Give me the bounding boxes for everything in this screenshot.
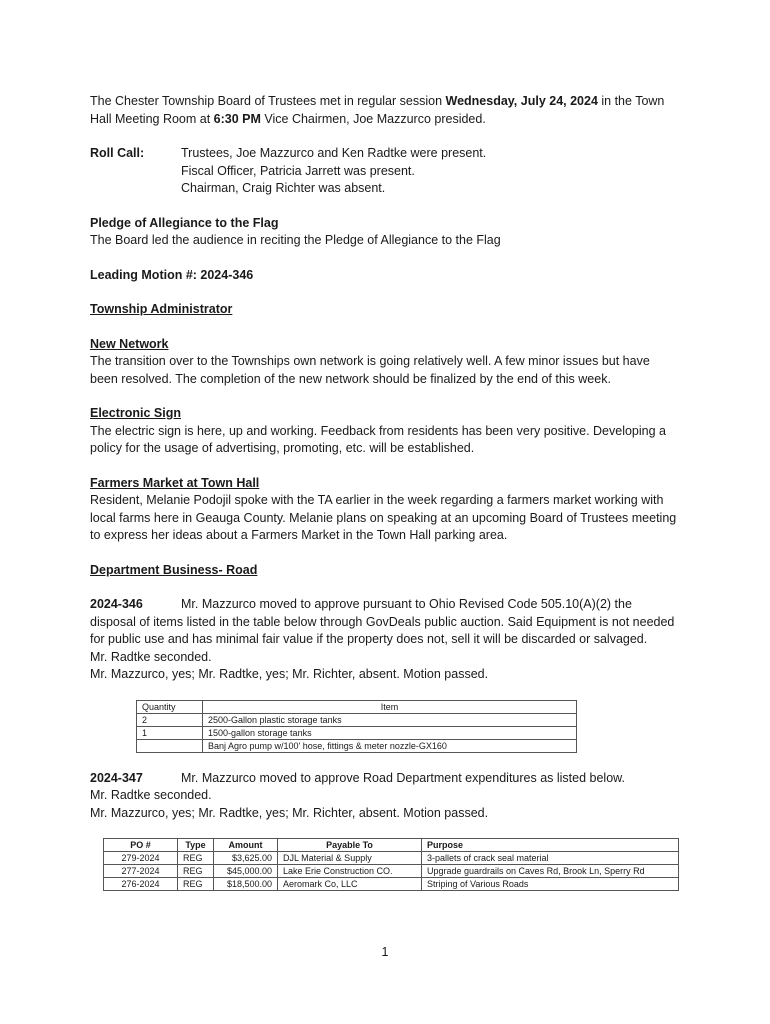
motion-346: [90, 596, 680, 649]
motion-347: [90, 770, 680, 788]
electronic-sign-heading: Electronic Sign: [90, 406, 181, 420]
exp-cell: Lake Erie Construction CO.: [278, 865, 422, 878]
exp-header-purpose: Purpose: [422, 839, 679, 852]
dept-road-heading: Department Business- Road: [90, 562, 258, 577]
motion-346-vote: Mr. Mazzurco, yes; Mr. Radtke, yes; Mr. Richter, absent. Motion passed.: [90, 667, 489, 681]
document-page: [90, 93, 680, 891]
roll-call: [90, 145, 680, 198]
motion-347-id: 2024-347: [90, 770, 143, 785]
expenditures-table: [103, 838, 679, 891]
leading-motion: Leading Motion #: 2024-346: [90, 267, 254, 282]
table-row: [104, 865, 679, 878]
farmers-market-text: Resident, Melanie Podojil spoke with the TA earlier in the week regarding a farmers market working with local farms here in Geauga County. Melanie plans on speaking at an upcoming Board of Trustees meeting to express her ideas about a Farmers Market in the Town Hall parking area.: [90, 493, 677, 542]
exp-cell: 276-2024: [104, 878, 178, 891]
motion-346-seconded: Mr. Radtke seconded.: [90, 649, 212, 664]
exp-cell: 3-pallets of crack seal material: [422, 852, 679, 865]
items-cell: [137, 739, 203, 752]
items-cell: 2500-Gallon plastic storage tanks: [203, 713, 577, 726]
table-row: [137, 713, 577, 726]
motion-347-vote: Mr. Mazzurco, yes; Mr. Radtke, yes; Mr. Richter, absent. Motion passed.: [90, 805, 489, 820]
exp-cell: REG: [178, 865, 214, 878]
exp-cell: $18,500.00: [214, 878, 278, 891]
motion-347-seconded: Mr. Radtke seconded.: [90, 788, 212, 802]
new-network-heading: New Network: [90, 336, 169, 351]
table-row: [104, 852, 679, 865]
exp-header-po: PO #: [104, 839, 178, 852]
exp-cell: REG: [178, 878, 214, 891]
township-admin-heading: Township Administrator: [90, 302, 233, 316]
items-header-quantity: Quantity: [137, 700, 203, 713]
expenditures-table-header: [104, 839, 679, 852]
motion-347-text: Mr. Mazzurco moved to approve Road Department expenditures as listed below.: [181, 770, 625, 785]
exp-header-payable: Payable To: [278, 839, 422, 852]
items-cell: 1: [137, 726, 203, 739]
exp-cell: Upgrade guardrails on Caves Rd, Brook Ln, Sperry Rd: [422, 865, 679, 878]
exp-header-type: Type: [178, 839, 214, 852]
pledge-text: The Board led the audience in reciting the Pledge of Allegiance to the Flag: [90, 233, 501, 247]
exp-cell: $3,625.00: [214, 852, 278, 865]
motion-346-id: 2024-346: [90, 597, 143, 611]
roll-call-line: Chairman, Craig Richter was absent.: [181, 181, 386, 195]
farmers-market-heading: Farmers Market at Town Hall: [90, 475, 260, 490]
exp-header-amount: Amount: [214, 839, 278, 852]
exp-cell: $45,000.00: [214, 865, 278, 878]
roll-call-line: Fiscal Officer, Patricia Jarrett was present.: [181, 163, 415, 178]
table-row: [104, 878, 679, 891]
items-cell: 1500-gallon storage tanks: [203, 726, 577, 739]
exp-cell: Aeromark Co, LLC: [278, 878, 422, 891]
exp-cell: 277-2024: [104, 865, 178, 878]
table-row: [137, 726, 577, 739]
meeting-date: Wednesday, July 24, 2024: [445, 94, 598, 108]
page-number: 1: [381, 945, 389, 959]
pledge-heading: Pledge of Allegiance to the Flag: [90, 215, 279, 230]
exp-cell: DJL Material & Supply: [278, 852, 422, 865]
exp-cell: 279-2024: [104, 852, 178, 865]
meeting-time: 6:30 PM: [213, 111, 261, 126]
roll-call-line: Trustees, Joe Mazzurco and Ken Radtke were present.: [181, 146, 487, 160]
intro-paragraph: The Chester Township Board of Trustees met in regular session Wednesday, July 24, 2024 in the Town Hall Meeting Room at 6:30 PM Vice Chairmen, Joe Mazzurco presided.: [90, 94, 665, 126]
exp-cell: Striping of Various Roads: [422, 878, 679, 891]
items-cell: 2: [137, 713, 203, 726]
motion-346-text: Mr. Mazzurco moved to approve pursuant to Ohio Revised Code 505.10(A)(2) the disposal of items listed in the table below through GovDeals public auction. Said Equipment is not needed for public use and has minimal fair value if the property does not, sell it will be discarded or salvaged.: [90, 597, 675, 646]
items-table-header: [137, 700, 577, 713]
table-row: [137, 739, 577, 752]
exp-cell: REG: [178, 852, 214, 865]
items-table: [136, 700, 577, 753]
electronic-sign-text: The electric sign is here, up and working. Feedback from residents has been very positive. Developing a policy for the usage of advertising, promoting, etc. will be established.: [90, 423, 666, 455]
new-network-text: The transition over to the Townships own network is going relatively well. A few minor issues but have been resolved. The completion of the new network should be finalized by the end of this week.: [90, 354, 650, 386]
items-header-item: Item: [203, 700, 577, 713]
items-cell: Banj Agro pump w/100' hose, fittings & meter nozzle-GX160: [203, 739, 577, 752]
roll-call-lines: [181, 145, 486, 198]
roll-call-label: Roll Call:: [90, 146, 145, 160]
